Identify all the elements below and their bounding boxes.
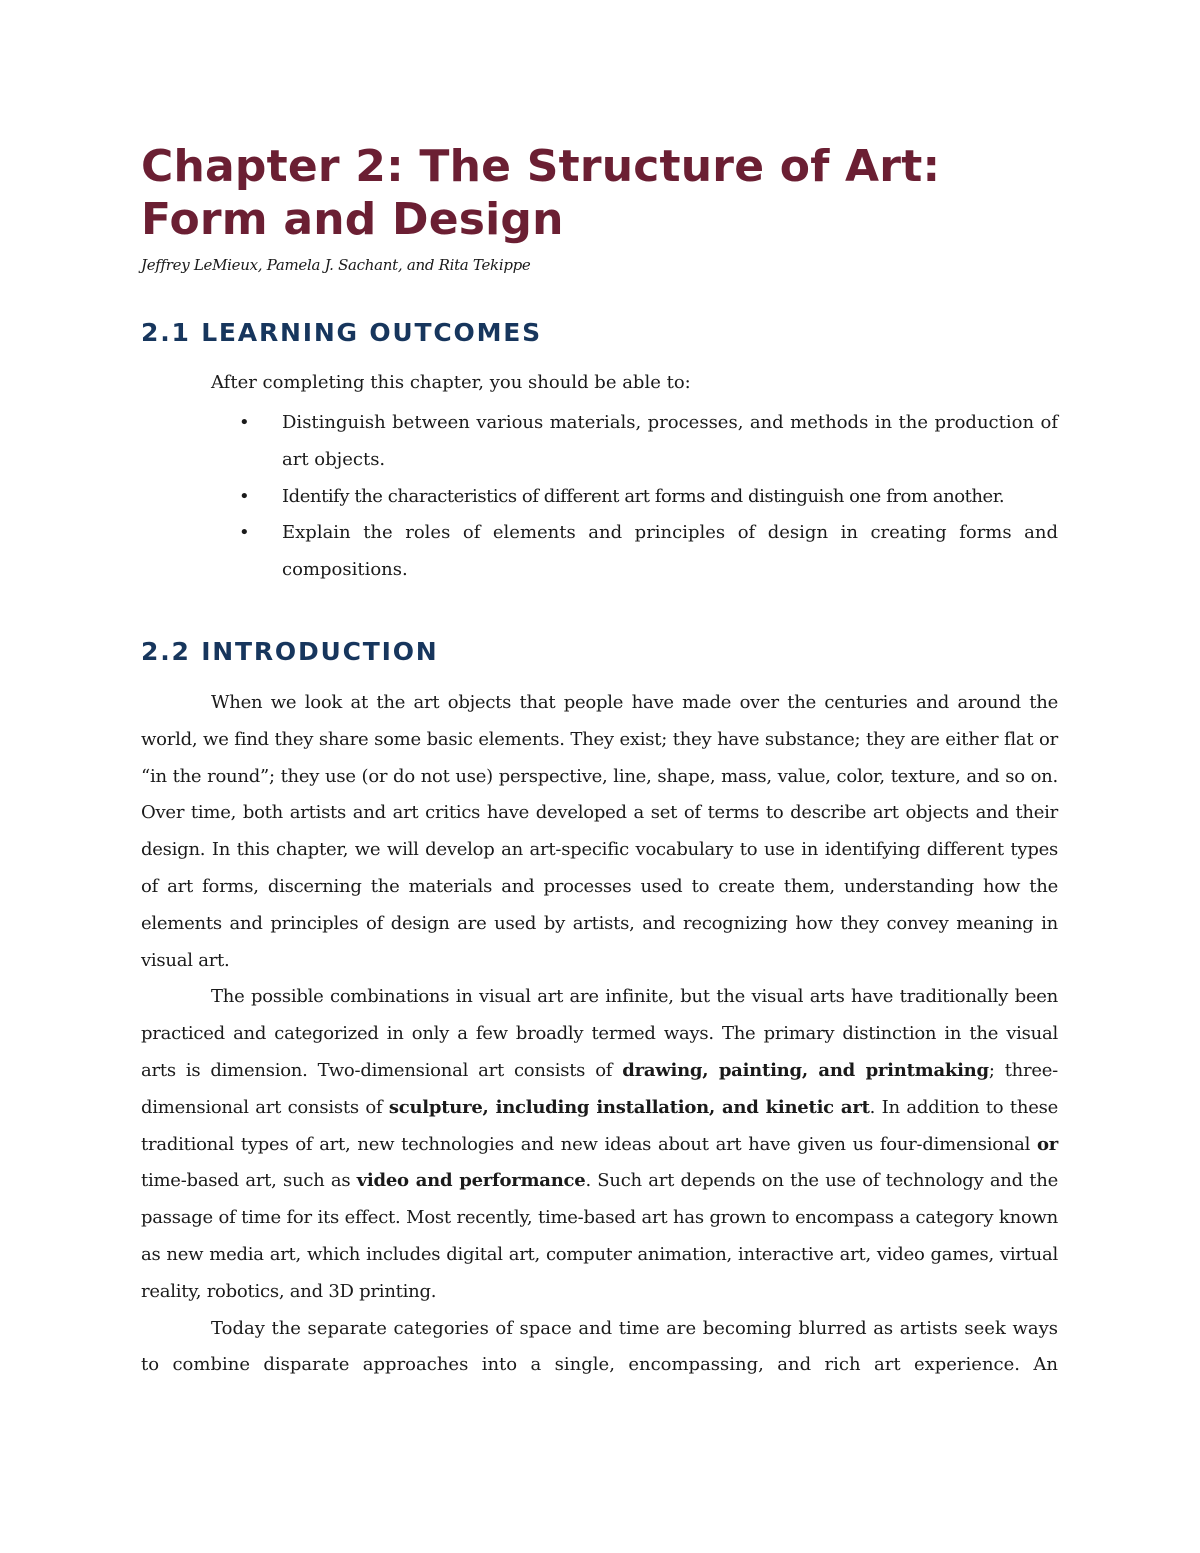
- introduction-paragraph-2: [141, 979, 1058, 1310]
- introduction-paragraph-1: When we look at the art objects that people have made over the centuries and around the world, we find they share some basic elements. They exist; they have substance; they are either flat or “in the round”; they use (or do not use) perspective, line, shape, mass, value, color, texture, and so on. Over time, both artists and art critics have developed a set of terms to describe art objects and their design. In this chapter, we will develop an art-specific vocabulary to use in identifying different types of art forms, discerning the materials and processes used to create them, understanding how the elements and principles of design are used by artists, and recognizing how they convey meaning in visual art.: [141, 692, 1058, 971]
- bold-term: video and performance: [356, 1170, 586, 1192]
- outcome-text: Distinguish between various materials, processes, and methods in the production of art objects.: [282, 412, 1058, 470]
- bullet-icon: •: [239, 522, 250, 544]
- bold-term: drawing, painting, and printmaking: [622, 1059, 989, 1081]
- bold-term: sculpture, including installation, and kinetic art: [388, 1096, 870, 1118]
- paragraph-text: . In addition to these traditional types of art, new technologies and new ideas about art have given us four-dimensional: [141, 1096, 1059, 1155]
- outcome-text: Explain the roles of elements and principles of design in creating forms and compositions.: [282, 522, 1058, 581]
- introduction-body: [141, 685, 1058, 1384]
- page-content: [141, 140, 1059, 1376]
- paragraph-text: The possible combinations in visual art are infinite, but the visual arts have traditionally been practiced and categorized in only a few broadly termed ways. The primary distinction in the visual arts is dimension. Two-dimensional art consists of: [141, 986, 1058, 1081]
- bold-term: or: [1037, 1133, 1058, 1155]
- outcome-item: [211, 479, 1058, 516]
- outcomes-intro: After completing this chapter, you should be able to:: [211, 372, 691, 393]
- outcome-item: [211, 405, 1058, 479]
- learning-outcomes-heading: 2.1 LEARNING OUTCOMES: [141, 318, 542, 347]
- introduction-heading: 2.2 INTRODUCTION: [141, 637, 439, 666]
- bullet-icon: •: [239, 412, 250, 433]
- outcome-item: [211, 515, 1058, 589]
- outcome-text: Identify the characteristics of different art forms and distinguish one from another.: [282, 485, 1005, 507]
- paragraph-text: . Such art depends on the use of technology and the passage of time for its effect. Most recently, time-based art has grown to encompass a category known as new media art, which includes digital art, computer animation, interactive art, video games, virtual reality, robotics, and 3D printing.: [141, 1170, 1059, 1302]
- paragraph-text: ; three-dimensional art consists of: [141, 1059, 1059, 1118]
- chapter-title: Chapter 2: The Structure of Art: Form and Design: [141, 141, 941, 245]
- outcomes-list: [211, 405, 1058, 589]
- paragraph-text: time-based art, such as: [141, 1170, 357, 1192]
- chapter-authors: Jeffrey LeMieux, Pamela J. Sachant, and Rita Tekippe: [141, 256, 531, 274]
- introduction-paragraph-3: Today the separate categories of space and time are becoming blurred as artists seek ways to combine disparate approaches into a single, encompassing, and rich art experience. An: [141, 1317, 1058, 1376]
- bullet-icon: •: [239, 485, 250, 507]
